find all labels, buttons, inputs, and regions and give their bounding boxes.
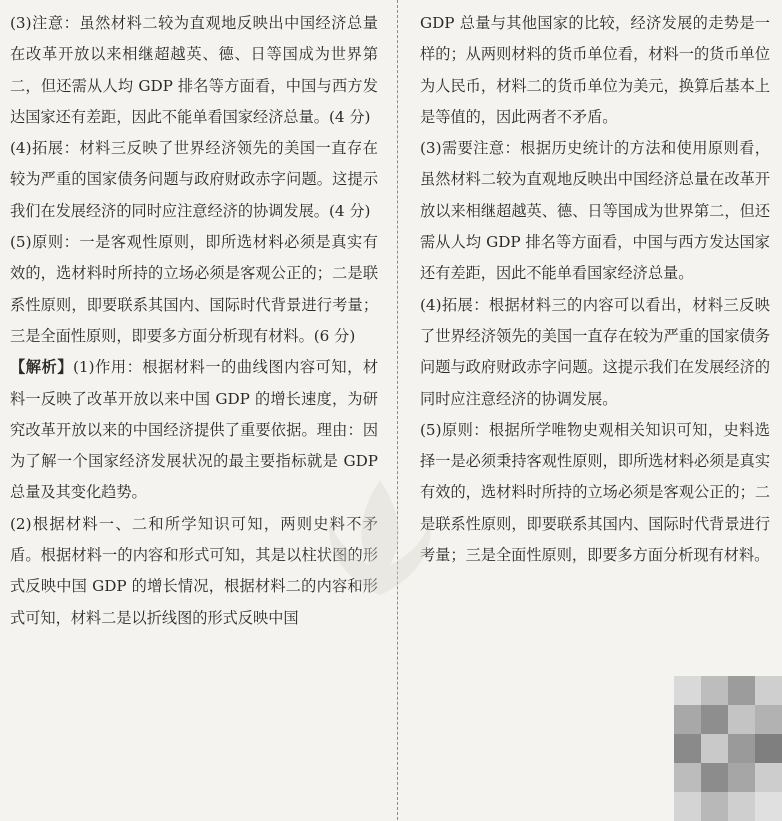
right-column xyxy=(420,8,770,571)
answer-5-principles: (5)原则：一是客观性原则，即所选材料必须是真实有效的，选材料时所持的立场必须是客观公正的；二是联系性原则，即要联系其国内、国际时代背景进行考量；三是全面性原则，即要多方面分析现有材料。(6 分) xyxy=(10,233,378,345)
analysis-4-extension: (4)拓展：根据材料三的内容可以看出，材料三反映了世界经济领先的美国一直存在较为严重的国家债务问题与政府财政赤字问题。这提示我们在发展经济的同时应注意经济的协调发展。 xyxy=(420,295,770,408)
analysis-3-attention: (3)需要注意：根据历史统计的方法和使用原则看，虽然材料二较为直观地反映出中国经济总量在改革开放以来相继超越英、德、日等国成为世界第二，但还需从人均 GDP 排名等方面看，中国与西方发达国家还有差距，因此不能单看国家经济总量。 xyxy=(420,139,770,283)
column-divider xyxy=(397,0,398,820)
pixelated-qr-code xyxy=(674,676,782,820)
answer-4-extension: (4)拓展：材料三反映了世界经济领先的美国一直存在较为严重的国家债务问题与政府财政赤字问题。这提示我们在发展经济的同时应注意经济的协调发展。(4 分) xyxy=(10,139,378,220)
analysis-text-1: (1)作用：根据材料一的曲线图内容可知，材料一反映了改革开放以来中国 GDP 的增长速度，为研究改革开放以来的中国经济提供了重要依据。理由：因为了解一个国家经济发展状况的最主要指标就是 GDP 总量及其变化趋势。 xyxy=(10,358,379,502)
analysis-continued: GDP 总量与其他国家的比较，经济发展的走势是一样的；从两则材料的货币单位看，材料一的货币单位为人民币，材料二的货币单位为美元，换算后基本上是等值的，因此两者不矛盾。 xyxy=(420,14,770,126)
analysis-paragraph-2: (2)根据材料一、二和所学知识可知，两则史料不矛盾。根据材料一的内容和形式可知，其是以柱状图的形式反映中国 GDP 的增长情况，根据材料二的内容和形式可知，材料二是以折线图的形式反映中国 xyxy=(10,514,378,627)
watermark-logo-icon xyxy=(300,470,460,610)
analysis-5-principles: (5)原则：根据所学唯物史观相关知识可知，史料选择一是必须秉持客观性原则，即所选材料必须是真实有效的，选材料时所持的立场必须是客观公正的；二是联系性原则，即要联系其国内、国际时代背景进行考量；三是全面性原则，即要多方面分析现有材料。 xyxy=(420,420,770,565)
analysis-tag: 【解析】 xyxy=(10,358,73,377)
answer-3-attention: (3)注意：虽然材料二较为直观地反映出中国经济总量在改革开放以来相继超越英、德、日等国成为世界第二，但还需从人均 GDP 排名等方面看，中国与西方发达国家还有差距，因此不能单看国家经济总量。(4 分) xyxy=(10,14,378,126)
